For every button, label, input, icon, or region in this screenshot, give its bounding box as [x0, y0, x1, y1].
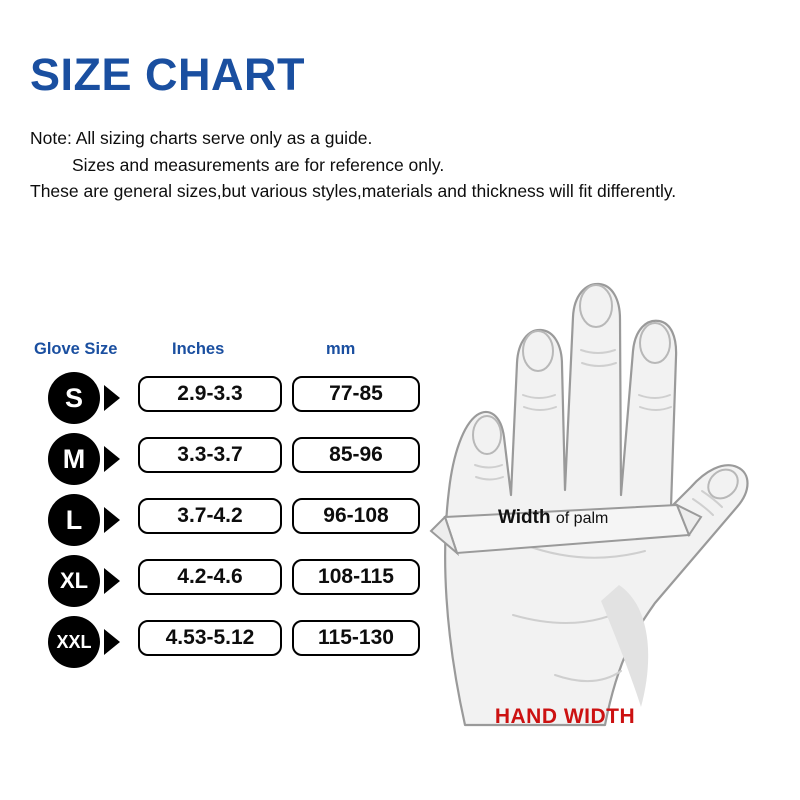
table-row	[30, 551, 420, 612]
hand-illustration	[405, 255, 785, 755]
table-row	[30, 368, 420, 429]
table-row	[30, 612, 420, 673]
page-title: SIZE CHART	[30, 49, 305, 100]
mm-value: 115-130	[292, 620, 420, 656]
table-column-headers	[30, 340, 420, 368]
column-header-glove-size: Glove Size	[34, 340, 118, 358]
notes-block	[30, 125, 775, 205]
size-badge: XL	[48, 555, 100, 607]
mm-value: 85-96	[292, 437, 420, 473]
column-header-inches: Inches	[172, 340, 225, 358]
inches-value: 3.3-3.7	[138, 437, 282, 473]
column-header-mm: mm	[326, 340, 356, 358]
arrow-right-icon	[104, 385, 120, 411]
size-table	[30, 340, 420, 673]
size-badge: XXL	[48, 616, 100, 668]
arrow-right-icon	[104, 568, 120, 594]
mm-value: 108-115	[292, 559, 420, 595]
inches-value: 4.2-4.6	[138, 559, 282, 595]
table-row	[30, 490, 420, 551]
inches-value: 3.7-4.2	[138, 498, 282, 534]
size-badge: L	[48, 494, 100, 546]
width-of-palm-label	[498, 507, 608, 529]
hand-width-caption: HAND WIDTH	[494, 705, 636, 728]
arrow-right-icon	[104, 629, 120, 655]
width-label-bold: Width	[498, 507, 551, 528]
width-label-rest: of palm	[555, 510, 609, 527]
table-row	[30, 429, 420, 490]
inches-value: 4.53-5.12	[138, 620, 282, 656]
mm-value: 77-85	[292, 376, 420, 412]
note-line-1: Note: All sizing charts serve only as a guide.	[30, 128, 373, 148]
size-badge: S	[48, 372, 100, 424]
mm-value: 96-108	[292, 498, 420, 534]
note-line-2: Sizes and measurements are for reference only.	[72, 154, 445, 175]
arrow-right-icon	[104, 507, 120, 533]
hand-drawing-svg	[405, 255, 785, 755]
arrow-right-icon	[104, 446, 120, 472]
size-badge: M	[48, 433, 100, 485]
note-line-3: These are general sizes,but various styles,materials and thickness will fit differently.	[30, 181, 677, 202]
inches-value: 2.9-3.3	[138, 376, 282, 412]
